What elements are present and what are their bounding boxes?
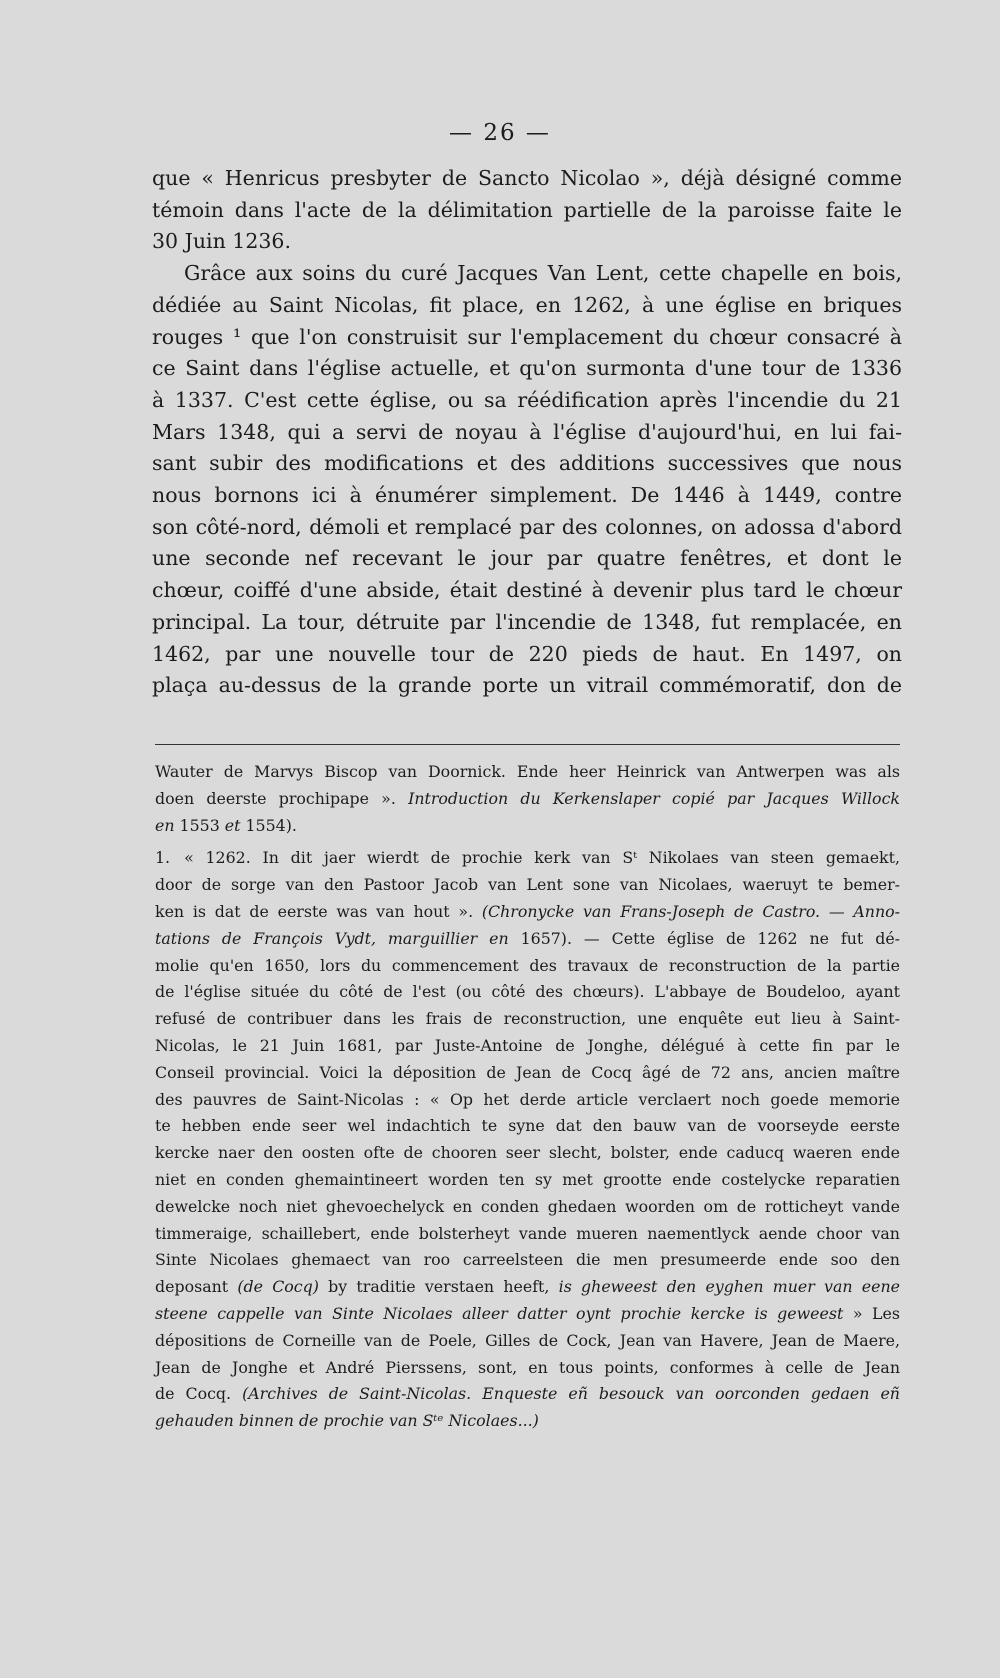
footnote-line: dépositions de Corneille van de Poele, Gilles de Cock, Jean van Havere, Jean de Maere,	[155, 1330, 900, 1350]
footnote-line: Sinte Nicolaes ghemaect van roo carreelsteen die men presumeerde ende soo den	[155, 1250, 900, 1270]
footnote-line: Conseil provincial. Voici la déposition de Jean de Cocq âgé de 72 ans, ancien maître	[155, 1062, 900, 1082]
footnote-line	[155, 1301, 900, 1328]
body-line: une seconde nef recevant le jour par quatre fenêtres, et dont le	[152, 546, 902, 571]
body-line: à 1337. C'est cette église, ou sa réédification après l'incendie du 21	[152, 387, 902, 412]
footnote-mark: 1.	[155, 848, 171, 868]
footnote-text: de Cocq.	[155, 1384, 243, 1404]
body-line: Grâce aux soins du curé Jacques Van Lent, cette chapelle en bois,	[184, 261, 902, 286]
footnote-citation: (Chronycke van Frans-Joseph de Castro. — Anno-	[481, 901, 900, 921]
footnote-line: timmeraige, schaillebert, ende bolsterheyt vande mueren naementlyck aende choor van	[155, 1223, 900, 1243]
body-text	[152, 163, 902, 702]
footnote-text: by traditie verstaen heeft,	[318, 1277, 559, 1297]
footnote-text: « 1262. In dit jaer wierdt de prochie kerk van Sᵗ Nikolaes van steen gemaekt,	[184, 848, 900, 868]
footnote-line	[155, 1381, 900, 1408]
body-line: nous bornons ici à énumérer simplement. De 1446 à 1449, contre	[152, 483, 902, 508]
footnote-citation: tations de François Vydt, marguillier en	[155, 928, 509, 948]
footnote-line	[155, 899, 900, 926]
footnote-quote: steene cappelle van Sinte Nicolaes alleer datter oynt prochie kercke is geweest	[155, 1303, 844, 1323]
footnote-text: en	[155, 815, 175, 835]
footnote-line	[155, 926, 900, 953]
footnote-citation: Introduction du Kerkenslaper copié par Jacques Willock	[408, 788, 900, 808]
body-line: son côté-nord, démoli et remplacé par des colonnes, on adossa d'abord	[152, 514, 902, 539]
footnote-text: 1553	[174, 815, 225, 835]
footnote-text: deposant	[155, 1277, 238, 1297]
footnote-separator	[155, 744, 900, 745]
footnote-line: molie qu'en 1650, lors du commencement des travaux de reconstruction de la partie	[155, 955, 900, 975]
body-line: dédiée au Saint Nicolas, fit place, en 1262, à une église en briques	[152, 292, 902, 317]
footnote-line: des pauvres de Saint-Nicolas : « Op het derde article verclaert noch goede memorie	[155, 1089, 900, 1109]
body-line: ce Saint dans l'église actuelle, et qu'on surmonta d'une tour de 1336	[152, 356, 902, 381]
footnote-line: kercke naer den oosten ofte de chooren seer slecht, bolster, ende caducq waeren ende	[155, 1143, 900, 1163]
footnote-line	[155, 813, 900, 840]
body-line: Mars 1348, qui a servi de noyau à l'église d'aujourd'hui, en lui fai-	[152, 419, 902, 444]
footnote-line	[155, 1274, 900, 1301]
body-line: 30 Juin 1236.	[152, 229, 291, 254]
footnote-line: door de sorge van den Pastoor Jacob van Lent sone van Nicolaes, waeruyt te bemer-	[155, 875, 900, 895]
footnote-line: gehauden binnen de prochie van Sᵗᵉ Nicolaes...)	[155, 1411, 539, 1431]
page-number: — 26 —	[449, 120, 551, 146]
footnote-line: te hebben ende seer wel indachtich te syne dat den bauw van de voorseyde eerste	[155, 1116, 900, 1136]
footnote-line: dewelcke noch niet ghevoechelyck en conden ghedaen woorden om de rotticheyt vande	[155, 1196, 900, 1216]
footnote-text: 1657). — Cette église de 1262 ne fut dé-	[508, 928, 901, 948]
body-line: principal. La tour, détruite par l'incendie de 1348, fut remplacée, en	[152, 609, 902, 634]
footnote-line: Nicolas, le 21 Juin 1681, par Juste-Antoine de Jonghe, délégué à cette fin par le	[155, 1035, 900, 1055]
body-line: 1462, par une nouvelle tour de 220 pieds de haut. En 1497, on	[152, 641, 902, 666]
footnote-line: refusé de contribuer dans les frais de reconstruction, une enquête eut lieu à Saint-	[155, 1009, 900, 1029]
footnote-text: (de Cocq)	[237, 1277, 319, 1297]
footnote-line: de l'église située du côté de l'est (ou côté des chœurs). L'abbaye de Boudeloo, ayant	[155, 982, 900, 1002]
footnote-citation: (Archives de Saint-Nicolas. Enqueste eñ besouck van oorconden gedaen eñ	[242, 1384, 900, 1404]
body-line: rouges ¹ que l'on construisit sur l'emplacement du chœur consacré à	[152, 324, 902, 349]
body-line: chœur, coiffé d'une abside, était destiné à devenir plus tard le chœur	[152, 578, 902, 603]
footnote-text: doen deerste prochipape ».	[155, 788, 409, 808]
footnote-text: » Les	[843, 1303, 901, 1323]
footnote-line: niet en conden ghemaintineert worden ten sy met grootte ende costelycke reparatien	[155, 1169, 900, 1189]
footnote-line	[155, 845, 900, 872]
footnotes	[155, 759, 900, 1435]
body-line: sant subir des modifications et des additions successives que nous	[152, 451, 902, 476]
footnote-line: Wauter de Marvys Biscop van Doornick. Ende heer Heinrick van Antwerpen was als	[155, 762, 900, 781]
body-line: plaça au-dessus de la grande porte un vitrail commémoratif, don de	[152, 673, 902, 698]
body-line: que « Henricus presbyter de Sancto Nicolao », déjà désigné comme	[152, 166, 902, 190]
footnote-text: ken is dat de eerste was van hout ».	[155, 901, 474, 921]
footnote-line: Jean de Jonghe et André Pierssens, sont, en tous points, conformes à celle de Jean	[155, 1357, 900, 1377]
footnote-line	[155, 786, 900, 813]
body-line: témoin dans l'acte de la délimitation partielle de la paroisse faite le	[152, 197, 902, 222]
footnote-text: et	[224, 815, 241, 835]
footnote-quote: is gheweest den eyghen muer van eene	[558, 1277, 900, 1297]
footnote-text: 1554).	[240, 815, 297, 835]
